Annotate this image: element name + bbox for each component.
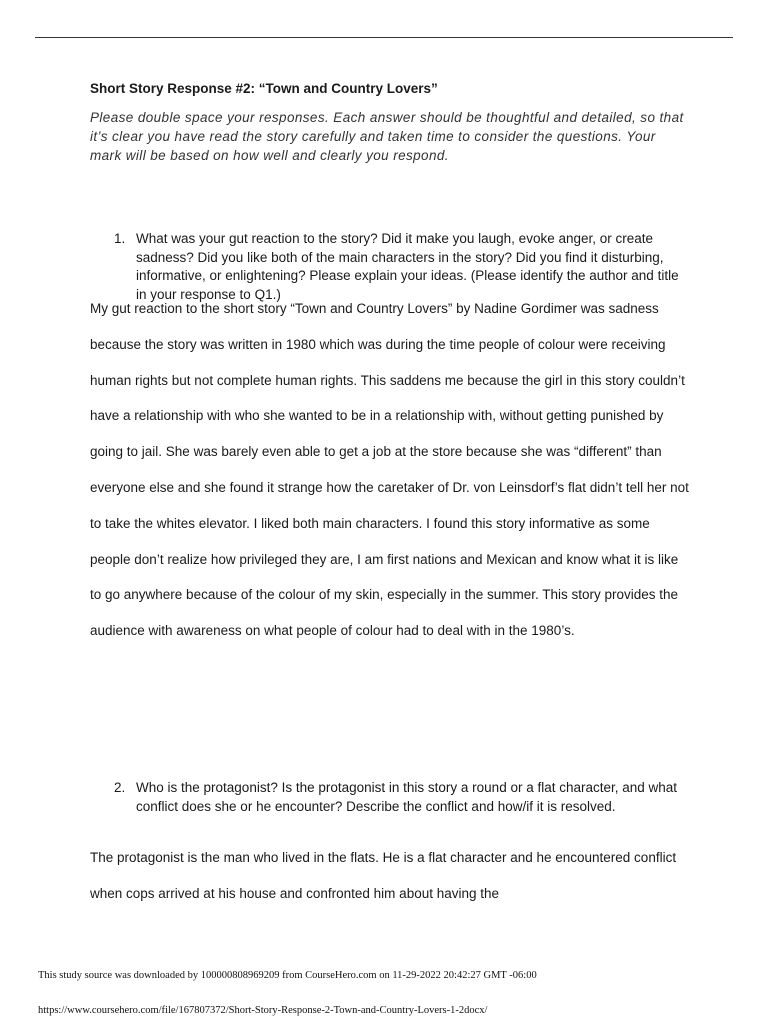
download-notice: This study source was downloaded by 100000808969209 from CourseHero.com on 11-29-2022 20:42:27 GMT -06:00 <box>38 970 537 981</box>
source-url-link[interactable]: https://www.coursehero.com/file/167807372/Short-Story-Response-2-Town-and-Country-Lovers-1-2docx/ <box>38 1005 488 1016</box>
page-top-rule <box>35 37 733 38</box>
document-body <box>90 80 690 165</box>
answer-2: The protagonist is the man who lived in the flats. He is a flat character and he encountered conflict when cops arrived at his house and confronted him about having the <box>90 850 677 901</box>
document-title: Short Story Response #2: “Town and Country Lovers” <box>90 81 438 96</box>
question-2-number: 2. <box>114 780 126 795</box>
question-1-text: What was your gut reaction to the story? Did it make you laugh, evoke anger, or create sadness? Did you like both of the main characters in the story? Did you find it disturbing, informative, or enlightening? Please explain your ideas. (Please identify the author and title in your response to Q1.) <box>136 231 679 302</box>
answer-1: My gut reaction to the short story “Town and Country Lovers” by Nadine Gordimer was sadness because the story was written in 1980 which was during the time people of colour were receiving human rights but not complete human rights. This saddens me because the girl in this story couldn’t have a relationship with who she wanted to be in a relationship with, without getting punished by going to jail. She was barely even able to get a job at the store because she was “different” than everyone else and she found it strange how the caretaker of Dr. von Leinsdorf’s flat didn’t tell her not to take the whites elevator. I liked both main characters. I found this story informative as some people don’t realize how privileged they are, I am first nations and Mexican and know what it is like to go anywhere because of the colour of my skin, especially in the summer. This story provides the audience with awareness on what people of colour had to deal with in the 1980’s. <box>90 301 689 639</box>
question-1-number: 1. <box>114 231 126 246</box>
question-2 <box>114 779 689 816</box>
instructions-text: Please double space your responses. Each answer should be thoughtful and detailed, so that it’s clear you have read the story carefully and taken time to consider the questions. Your mark will be based on how well and clearly you respond. <box>90 110 684 163</box>
question-2-text: Who is the protagonist? Is the protagonist in this story a round or a flat character, and what conflict does she or he encounter? Describe the conflict and how/if it is resolved. <box>136 780 678 814</box>
